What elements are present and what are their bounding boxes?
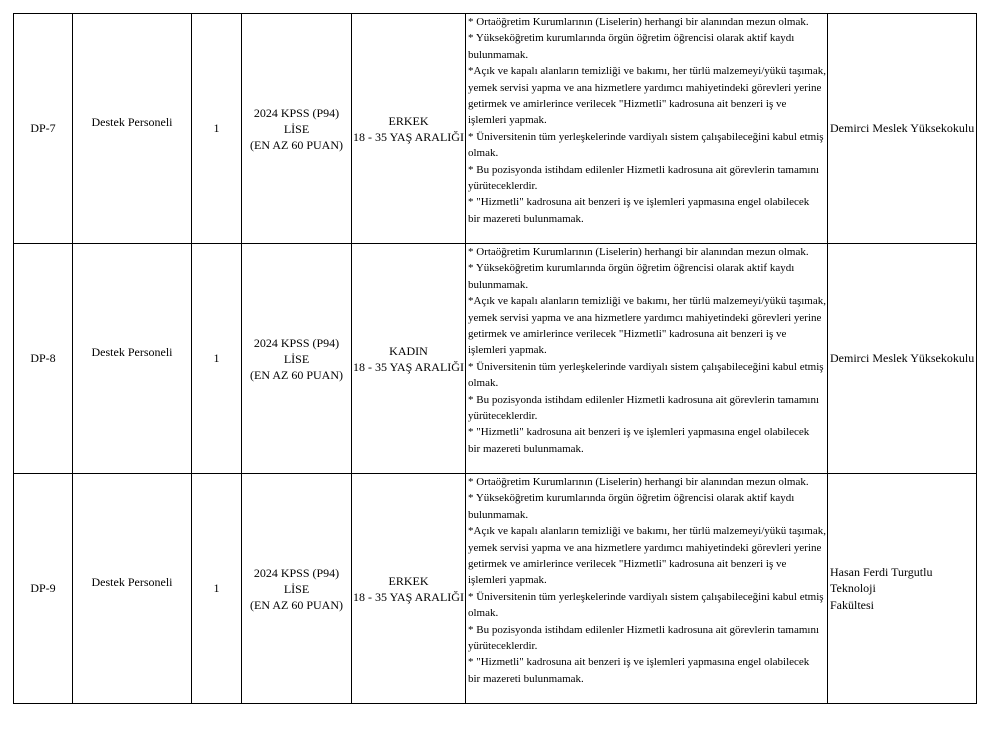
position-count-cell: [192, 474, 242, 704]
position-title-cell: [73, 14, 192, 244]
requirements-cell: [466, 244, 828, 474]
position-code-cell: [14, 244, 73, 474]
position-count: 1: [213, 121, 220, 136]
requirement-line: yemek servisi yapma ve ana hizmetlere yardımcı mahiyetindeki görevleri yerine: [468, 311, 822, 324]
requirement-line: * Üniversitenin tüm yerleşkelerinde vardiyalı sistem çalışabileceğini kabul etmiş: [468, 590, 824, 603]
requirement-line: bulunmamak.: [468, 48, 529, 61]
exam-requirement-cell: [242, 14, 352, 244]
requirement-line: * Ortaöğretim Kurumlarının (Liselerin) herhangi bir alanından mezun olmak.: [468, 246, 809, 258]
unit-name-line: Fakültesi: [830, 597, 874, 612]
requirement-line: * "Hizmetli" kadrosuna ait benzeri iş ve işlemleri yapmasına engel olabilecek: [468, 196, 810, 209]
requirement-line: yürüteceklerdir.: [468, 640, 538, 653]
exam-requirement-line: (EN AZ 60 PUAN): [250, 367, 343, 382]
position-code: DP-8: [30, 351, 56, 366]
exam-requirement-cell: [242, 474, 352, 704]
requirement-line: bulunmamak.: [468, 278, 529, 291]
requirement-line: * Bu pozisyonda istihdam edilenler Hizmetli kadrosuna ait görevlerin tamamını: [468, 163, 819, 176]
requirement-line: işlemleri yapmak.: [468, 574, 547, 587]
requirement-line: bir mazereti bulunmamak.: [468, 442, 584, 455]
requirement-line: * Yükseköğretim kurumlarında örgün öğretim öğrencisi olarak aktif kaydı: [468, 32, 795, 45]
position-title: Destek Personeli: [91, 115, 173, 129]
table-row: [14, 14, 977, 244]
requirement-line: * Üniversitenin tüm yerleşkelerinde vardiyalı sistem çalışabileceğini kabul etmiş: [468, 130, 824, 143]
requirements-cell: [466, 14, 828, 244]
position-count: 1: [213, 581, 220, 596]
unit-cell: [828, 244, 977, 474]
requirement-line: *Açık ve kapalı alanların temizliği ve bakımı, her türlü malzemeyi/yükü taşımak,: [468, 295, 826, 308]
requirement-line: * Ortaöğretim Kurumlarının (Liselerin) herhangi bir alanından mezun olmak.: [468, 476, 809, 488]
requirement-line: *Açık ve kapalı alanların temizliği ve bakımı, her türlü malzemeyi/yükü taşımak,: [468, 65, 826, 78]
gender-age-line: ERKEK: [388, 573, 429, 588]
position-title: Destek Personeli: [91, 345, 173, 359]
gender-age-line: 18 - 35 YAŞ ARALIĞI: [353, 589, 464, 604]
requirement-line: bulunmamak.: [468, 508, 529, 521]
requirement-line: yemek servisi yapma ve ana hizmetlere yardımcı mahiyetindeki görevleri yerine: [468, 541, 822, 554]
exam-requirement-line: LİSE: [283, 351, 310, 366]
exam-requirement-line: LİSE: [283, 121, 310, 136]
unit-name: Demirci Meslek Yüksekokulu: [830, 351, 975, 366]
requirement-line: getirmek ve amirlerince verilecek "Hizmetli" kadrosuna ait benzeri iş ve: [468, 328, 787, 341]
position-count-cell: [192, 14, 242, 244]
requirement-line: bir mazereti bulunmamak.: [468, 212, 584, 225]
exam-requirement-line: 2024 KPSS (P94): [253, 105, 340, 120]
position-count: 1: [213, 351, 220, 366]
requirement-line: olmak.: [468, 607, 499, 620]
exam-requirement-line: LİSE: [283, 581, 310, 596]
requirement-line: * Ortaöğretim Kurumlarının (Liselerin) herhangi bir alanından mezun olmak.: [468, 16, 809, 28]
requirement-line: işlemleri yapmak.: [468, 344, 547, 357]
unit-cell: [828, 474, 977, 704]
position-code: DP-7: [30, 121, 56, 136]
gender-age-line: 18 - 35 YAŞ ARALIĞI: [353, 359, 464, 374]
gender-age-cell: [352, 14, 466, 244]
position-code: DP-9: [30, 581, 56, 596]
table-row: [14, 474, 977, 704]
requirement-line: * Üniversitenin tüm yerleşkelerinde vardiyalı sistem çalışabileceğini kabul etmiş: [468, 360, 824, 373]
exam-requirement-line: 2024 KPSS (P94): [253, 565, 340, 580]
gender-age-cell: [352, 474, 466, 704]
gender-age-line: 18 - 35 YAŞ ARALIĞI: [353, 129, 464, 144]
gender-age-cell: [352, 244, 466, 474]
exam-requirement-cell: [242, 244, 352, 474]
position-title: Destek Personeli: [91, 575, 173, 589]
positions-table: [13, 13, 977, 704]
requirement-line: yürüteceklerdir.: [468, 180, 538, 193]
requirement-line: yürüteceklerdir.: [468, 410, 538, 423]
requirements-cell: [466, 474, 828, 704]
unit-cell: [828, 14, 977, 244]
gender-age-line: ERKEK: [388, 113, 429, 128]
requirement-line: * Yükseköğretim kurumlarında örgün öğretim öğrencisi olarak aktif kaydı: [468, 492, 795, 505]
requirement-line: getirmek ve amirlerince verilecek "Hizmetli" kadrosuna ait benzeri iş ve: [468, 98, 787, 111]
requirement-line: * "Hizmetli" kadrosuna ait benzeri iş ve işlemleri yapmasına engel olabilecek: [468, 426, 810, 439]
requirement-line: * "Hizmetli" kadrosuna ait benzeri iş ve işlemleri yapmasına engel olabilecek: [468, 656, 810, 669]
requirement-line: olmak.: [468, 147, 499, 160]
exam-requirement-line: 2024 KPSS (P94): [253, 335, 340, 350]
requirement-line: olmak.: [468, 377, 499, 390]
requirement-line: işlemleri yapmak.: [468, 114, 547, 127]
exam-requirement-line: (EN AZ 60 PUAN): [250, 597, 343, 612]
requirement-line: *Açık ve kapalı alanların temizliği ve bakımı, her türlü malzemeyi/yükü taşımak,: [468, 525, 826, 538]
position-code-cell: [14, 474, 73, 704]
unit-name-line: Hasan Ferdi Turgutlu Teknoloji: [830, 564, 933, 596]
requirement-line: * Bu pozisyonda istihdam edilenler Hizmetli kadrosuna ait görevlerin tamamını: [468, 393, 819, 406]
gender-age-line: KADIN: [389, 343, 428, 358]
unit-name: Demirci Meslek Yüksekokulu: [830, 121, 975, 136]
requirement-line: getirmek ve amirlerince verilecek "Hizmetli" kadrosuna ait benzeri iş ve: [468, 558, 787, 571]
exam-requirement-line: (EN AZ 60 PUAN): [250, 137, 343, 152]
position-title-cell: [73, 244, 192, 474]
positions-table-body: [14, 14, 977, 704]
position-code-cell: [14, 14, 73, 244]
requirement-line: yemek servisi yapma ve ana hizmetlere yardımcı mahiyetindeki görevleri yerine: [468, 81, 822, 94]
position-title-cell: [73, 474, 192, 704]
requirement-line: * Bu pozisyonda istihdam edilenler Hizmetli kadrosuna ait görevlerin tamamını: [468, 623, 819, 636]
table-row: [14, 244, 977, 474]
requirement-line: * Yükseköğretim kurumlarında örgün öğretim öğrencisi olarak aktif kaydı: [468, 262, 795, 275]
requirement-line: bir mazereti bulunmamak.: [468, 672, 584, 685]
position-count-cell: [192, 244, 242, 474]
